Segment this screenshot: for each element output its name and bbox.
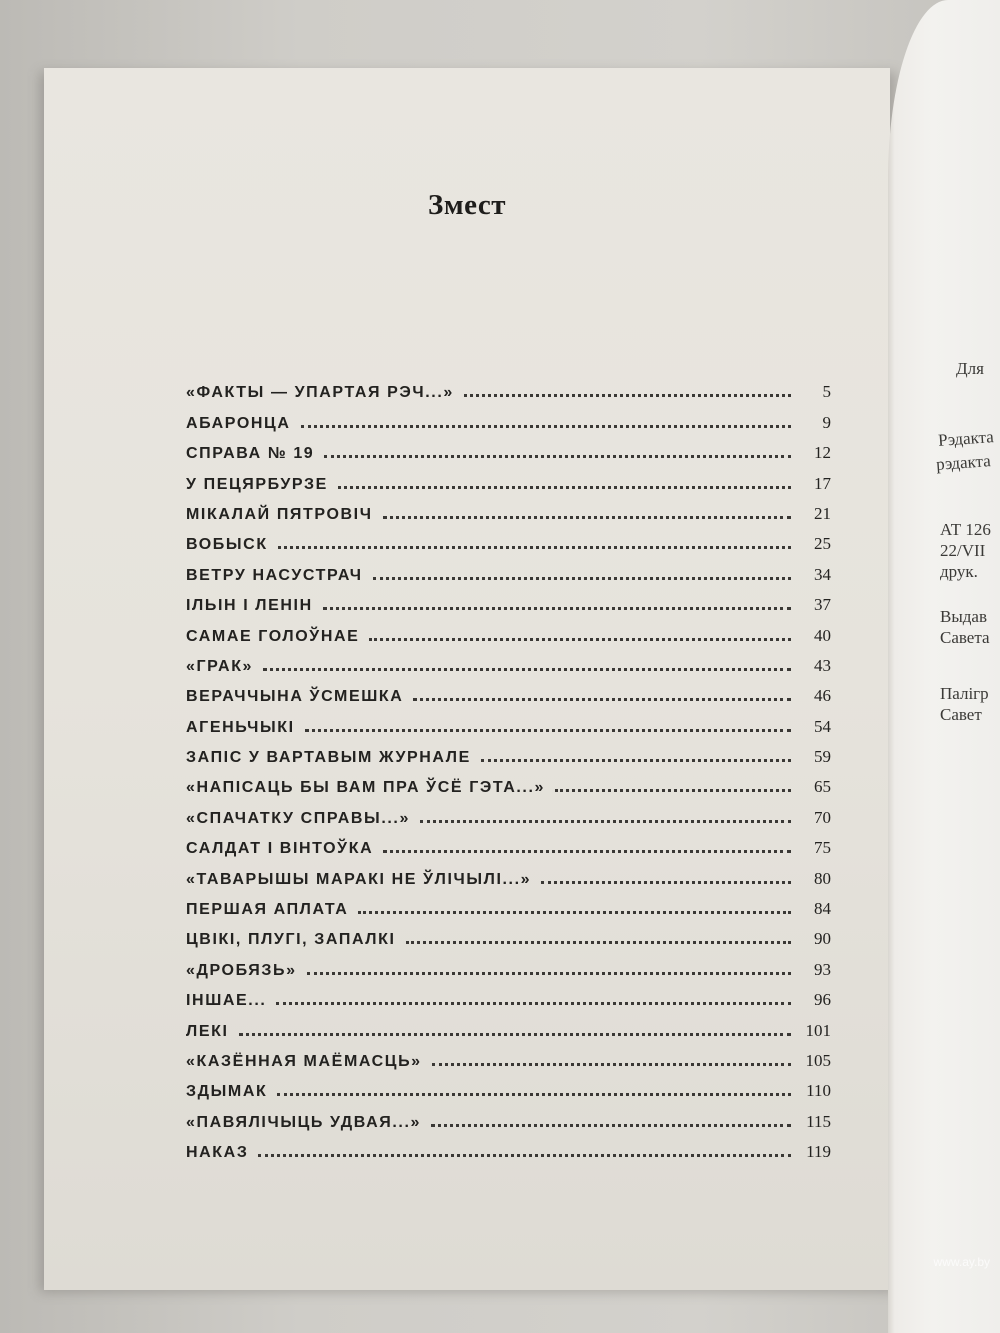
toc-page-number: 75 xyxy=(814,838,831,858)
toc-entry-title: «СПАЧАТКУ СПРАВЫ...» xyxy=(186,809,410,827)
adjacent-text: 22/VII xyxy=(940,541,986,560)
toc-entry-title: «ДРОБЯЗЬ» xyxy=(186,961,297,979)
toc-page-number: 84 xyxy=(814,899,831,919)
toc-page-number: 5 xyxy=(822,382,831,402)
adjacent-text: рэдакта xyxy=(935,451,992,474)
toc-entry-title: ЗАПІС У ВАРТАВЫМ ЖУРНАЛЕ xyxy=(186,749,471,767)
toc-entry-title: ВОБЫСК xyxy=(186,536,268,554)
dot-leader xyxy=(369,638,791,641)
dot-leader xyxy=(301,425,791,428)
toc-entry-title: МІКАЛАЙ ПЯТРОВІЧ xyxy=(186,505,373,523)
toc-page-number: 17 xyxy=(814,473,831,493)
toc-page-number: 9 xyxy=(822,412,831,432)
toc-entry xyxy=(186,919,831,949)
toc-entry xyxy=(186,372,831,402)
dot-leader xyxy=(277,1093,791,1096)
toc-entry-title: САМАЕ ГОЛОЎНАЕ xyxy=(186,627,360,645)
toc-entry-title: АГЕНЬЧЫКІ xyxy=(186,718,295,736)
toc-entry-title: ВЕРАЧЧЫНА ЎСМЕШКА xyxy=(186,688,404,706)
toc-entry xyxy=(186,828,831,858)
toc-entry xyxy=(186,433,831,463)
dot-leader xyxy=(263,668,791,671)
dot-leader xyxy=(383,516,791,519)
dot-leader xyxy=(258,1154,791,1157)
toc-entry-title: ЛЕКІ xyxy=(186,1022,229,1040)
toc-page-number: 46 xyxy=(814,686,831,706)
toc-entry xyxy=(186,797,831,827)
dot-leader xyxy=(406,941,791,944)
toc-entry xyxy=(186,737,831,767)
toc-entry xyxy=(186,402,831,432)
toc-entry xyxy=(186,949,831,979)
dot-leader xyxy=(373,577,791,580)
toc-page-number: 90 xyxy=(814,929,831,949)
toc-entry xyxy=(186,1010,831,1040)
toc-entry-title: ПЕРШАЯ АПЛАТА xyxy=(186,901,349,919)
toc-entry xyxy=(186,706,831,736)
table-of-contents xyxy=(186,372,831,1162)
toc-entry-title: АБАРОНЦА xyxy=(186,414,291,432)
toc-entry xyxy=(186,524,831,554)
dot-leader xyxy=(276,1002,791,1005)
adjacent-text: Рэдакта xyxy=(937,427,995,450)
toc-page-number: 93 xyxy=(814,959,831,979)
toc-page-number: 80 xyxy=(814,868,831,888)
toc-page-number: 25 xyxy=(814,534,831,554)
dot-leader xyxy=(420,820,791,823)
toc-entry-title: «ГРАК» xyxy=(186,657,254,675)
watermark: www.ay.by xyxy=(933,1255,990,1269)
adjacent-text: Для xyxy=(956,359,984,378)
toc-page-number: 37 xyxy=(814,595,831,615)
toc-page-number: 101 xyxy=(805,1020,831,1040)
toc-entry xyxy=(186,494,831,524)
toc-entry xyxy=(186,676,831,706)
dot-leader xyxy=(383,850,791,853)
dot-leader xyxy=(413,698,791,701)
toc-entry xyxy=(186,1132,831,1162)
toc-entry xyxy=(186,1041,831,1071)
toc-entry-title: ЗДЫМАК xyxy=(186,1083,268,1101)
dot-leader xyxy=(278,546,791,549)
toc-entry-title: СПРАВА № 19 xyxy=(186,445,315,463)
adjacent-text: Палігр xyxy=(940,684,989,703)
toc-entry-title: САЛДАТ І ВІНТОЎКА xyxy=(186,840,374,858)
toc-entry-title: «КАЗЁННАЯ МАЁМАСЦЬ» xyxy=(186,1052,422,1070)
toc-page-number: 105 xyxy=(805,1050,831,1070)
toc-entry xyxy=(186,980,831,1010)
adjacent-text: Савет xyxy=(940,705,982,724)
toc-entry-title: ВЕТРУ НАСУСТРАЧ xyxy=(186,566,363,584)
toc-page-number: 59 xyxy=(814,747,831,767)
toc-page-number: 43 xyxy=(814,655,831,675)
toc-entry xyxy=(186,585,831,615)
toc-page-number: 21 xyxy=(814,503,831,523)
dot-leader xyxy=(481,759,791,762)
adjacent-text: друк. xyxy=(940,562,978,581)
toc-page-number: 96 xyxy=(814,990,831,1010)
adjacent-text: АТ 126 xyxy=(940,520,991,539)
toc-entry xyxy=(186,767,831,797)
toc-page-number: 110 xyxy=(806,1081,831,1101)
toc-entry xyxy=(186,1101,831,1131)
toc-page-number: 115 xyxy=(806,1111,831,1131)
toc-page-number: 54 xyxy=(814,716,831,736)
adjacent-page xyxy=(888,0,1000,1333)
dot-leader xyxy=(324,455,791,458)
toc-entry-title: «ФАКТЫ — УПАРТАЯ РЭЧ...» xyxy=(186,384,454,402)
toc-entry xyxy=(186,615,831,645)
toc-entry-title: ІНШАЕ... xyxy=(186,992,267,1010)
toc-page-number: 40 xyxy=(814,625,831,645)
dot-leader xyxy=(432,1063,791,1066)
dot-leader xyxy=(239,1033,791,1036)
toc-entry xyxy=(186,463,831,493)
toc-entry xyxy=(186,858,831,888)
toc-page-number: 34 xyxy=(814,564,831,584)
toc-entry-title: НАКАЗ xyxy=(186,1144,249,1162)
dot-leader xyxy=(541,881,791,884)
toc-entry-title: «НАПІСАЦЬ БЫ ВАМ ПРА ЎСЁ ГЭТА...» xyxy=(186,779,546,797)
toc-entry-title: У ПЕЦЯРБУРЗЕ xyxy=(186,475,328,493)
dot-leader xyxy=(338,486,791,489)
adjacent-text: Савета xyxy=(940,628,990,647)
adjacent-text: Выдав xyxy=(940,607,987,626)
toc-page-number: 70 xyxy=(814,807,831,827)
dot-leader xyxy=(358,911,791,914)
toc-entry-title: ЦВІКІ, ПЛУГІ, ЗАПАЛКІ xyxy=(186,931,396,949)
dot-leader xyxy=(307,972,791,975)
toc-entry-title: ІЛЬІН І ЛЕНІН xyxy=(186,597,313,615)
toc-entry xyxy=(186,1071,831,1101)
dot-leader xyxy=(555,789,791,792)
toc-entry xyxy=(186,889,831,919)
page-title: Змест xyxy=(428,189,506,222)
toc-page-number: 65 xyxy=(814,777,831,797)
toc-entry xyxy=(186,554,831,584)
toc-entry-title: «ТАВАРЫШЫ МАРАКІ НЕ ЎЛІЧЫЛІ...» xyxy=(186,870,532,888)
toc-entry-title: «ПАВЯЛІЧЫЦЬ УДВАЯ...» xyxy=(186,1113,422,1131)
dot-leader xyxy=(464,394,791,397)
toc-page-number: 12 xyxy=(814,443,831,463)
dot-leader xyxy=(305,729,791,732)
toc-page-number: 119 xyxy=(806,1142,831,1162)
dot-leader xyxy=(431,1124,791,1127)
dot-leader xyxy=(323,607,791,610)
toc-entry xyxy=(186,646,831,676)
